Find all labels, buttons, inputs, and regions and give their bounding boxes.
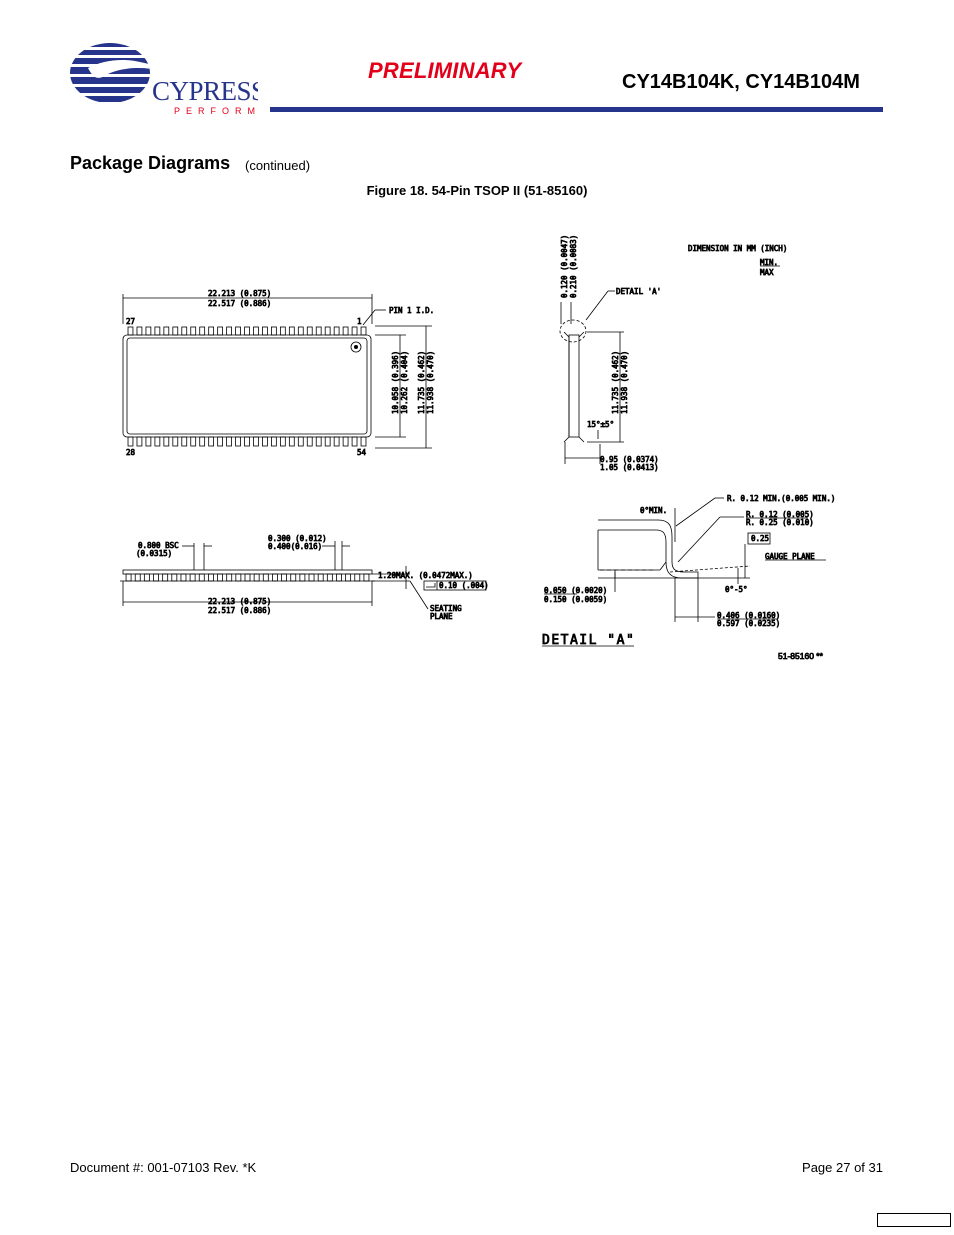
pin-54-label: 54 <box>357 448 367 457</box>
header-rule <box>270 107 883 112</box>
lead <box>245 574 250 581</box>
lead <box>208 574 213 581</box>
lead <box>163 574 168 581</box>
cypress-logo <box>68 38 258 118</box>
lead <box>271 327 276 335</box>
part-number-title: CY14B104K, CY14B104M <box>622 71 860 93</box>
lead <box>245 437 250 446</box>
lead <box>218 437 223 446</box>
lead <box>218 574 223 581</box>
top-width-max: 10.262 (0.404) <box>400 350 409 414</box>
detail-a-label: DETAIL 'A' <box>616 287 662 296</box>
lead <box>135 574 140 581</box>
lead <box>191 327 196 335</box>
lead <box>343 327 348 335</box>
lead <box>272 574 277 581</box>
lead <box>254 437 259 446</box>
lead <box>291 574 296 581</box>
lead <box>191 437 196 446</box>
lead <box>298 327 303 335</box>
lead <box>128 327 133 335</box>
side-plane: PLANE <box>430 612 453 621</box>
end-view <box>560 235 787 472</box>
pin-27-label: 27 <box>126 317 136 326</box>
lead <box>318 574 323 581</box>
lead <box>334 437 339 446</box>
lead <box>154 574 159 581</box>
lead <box>200 437 205 446</box>
document-number: Document #: 001-07103 Rev. *K <box>70 1160 257 1175</box>
end-foot-min: 0.95 (0.0374) <box>600 455 659 464</box>
lead <box>209 327 214 335</box>
lead <box>200 327 205 335</box>
lead <box>173 327 178 335</box>
package-drawing <box>110 232 850 672</box>
lead <box>352 327 357 335</box>
lead <box>164 437 169 446</box>
end-span-min: 11.735 (0.462) <box>611 350 620 414</box>
section-title: Package Diagrams <box>70 153 231 173</box>
drawing-code: 51-85160 ** <box>778 651 823 661</box>
lead <box>199 574 204 581</box>
lead <box>262 437 267 446</box>
lead <box>236 327 241 335</box>
detail-r-b: R. 0.25 (0.010) <box>746 518 814 527</box>
detail-standoff-min: 0.050 (0.0020) <box>544 586 608 595</box>
side-pins <box>126 574 369 581</box>
detail-min-angle: 0°MIN. <box>640 506 668 515</box>
lead <box>128 437 133 446</box>
detail-gauge-plane: GAUGE PLANE <box>765 552 815 561</box>
end-span-max: 11.938 (0.470) <box>620 350 629 414</box>
lead <box>181 574 186 581</box>
lead <box>271 437 276 446</box>
lead <box>280 327 285 335</box>
lead <box>298 437 303 446</box>
lead <box>316 327 321 335</box>
dim-min: MIN. <box>760 258 779 267</box>
lead <box>236 574 241 581</box>
lead <box>325 437 330 446</box>
lead <box>254 327 259 335</box>
lead <box>289 327 294 335</box>
lead <box>146 327 151 335</box>
page-number: Page 27 of 31 <box>802 1160 883 1175</box>
lead <box>173 437 178 446</box>
logo-tagline: PERFORM <box>174 106 258 116</box>
lead <box>307 437 312 446</box>
detail-r-a: R. 0.12 (0.005) <box>746 510 814 519</box>
end-thk-max: 0.210 (0.0083) <box>569 234 578 298</box>
lead <box>254 574 259 581</box>
lead <box>325 327 330 335</box>
lead <box>227 437 232 446</box>
lead <box>137 327 142 335</box>
detail-foot-max: 0.597 (0.0235) <box>717 619 781 628</box>
lead <box>309 574 314 581</box>
lead <box>236 437 241 446</box>
lead <box>155 327 160 335</box>
detail-a-view <box>542 494 835 661</box>
lead <box>300 574 305 581</box>
lead <box>190 574 195 581</box>
side-view <box>120 534 489 621</box>
side-lead-w-min: 0.300 (0.012) <box>268 534 327 543</box>
lead <box>280 437 285 446</box>
lead <box>263 574 268 581</box>
preliminary-label: PRELIMINARY <box>368 58 522 83</box>
top-length-max: 22.517 (0.886) <box>208 299 272 308</box>
lead <box>355 574 360 581</box>
lead <box>155 437 160 446</box>
dim-units: DIMENSION IN MM (INCH) <box>688 244 788 253</box>
side-length-max: 22.517 (0.886) <box>208 606 272 615</box>
top-view <box>123 289 435 457</box>
lead <box>364 574 369 581</box>
pin-1-label: 1 <box>357 317 362 326</box>
lead <box>126 574 131 581</box>
lead <box>172 574 177 581</box>
dim-max: MAX <box>760 268 774 277</box>
detail-gauge: 0.25 <box>751 534 770 543</box>
lead <box>352 437 357 446</box>
lead <box>327 574 332 581</box>
lead <box>334 327 339 335</box>
side-coplanarity: 0.10 (.004) <box>439 581 489 590</box>
lead <box>209 437 214 446</box>
lead <box>137 437 142 446</box>
lead <box>245 327 250 335</box>
end-angle: 15°±5° <box>587 420 615 429</box>
top-width-min: 10.058 (0.396) <box>391 350 400 414</box>
lead <box>164 327 169 335</box>
side-lead-w-max: 0.400(0.016) <box>268 542 323 551</box>
lead <box>343 437 348 446</box>
side-pitch: 0.800 BSC <box>138 541 179 550</box>
detail-standoff-max: 0.150 (0.0059) <box>544 595 608 604</box>
lead <box>289 437 294 446</box>
lead <box>218 327 223 335</box>
side-seating: SEATING <box>430 604 462 613</box>
top-span-min: 11.735 (0.462) <box>417 350 426 414</box>
lead <box>144 574 149 581</box>
lead <box>307 327 312 335</box>
lead <box>182 437 187 446</box>
lead <box>361 327 366 335</box>
detail-foot-min: 0.406 (0.0160) <box>717 611 781 620</box>
lead <box>282 574 287 581</box>
lead <box>262 327 267 335</box>
lead <box>316 437 321 446</box>
detail-r-min: R. 0.12 MIN.(0.005 MIN.) <box>727 494 836 503</box>
lead <box>227 327 232 335</box>
detail-angle: 0°-5° <box>725 585 748 594</box>
figure-caption: Figure 18. 54-Pin TSOP II (51-85160) <box>366 183 588 198</box>
side-length-min: 22.213 (0.875) <box>208 597 272 606</box>
lead <box>346 574 351 581</box>
lead <box>336 574 341 581</box>
detail-a-title: DETAIL "A" <box>542 633 636 648</box>
end-foot-max: 1.05 (0.0413) <box>600 463 659 472</box>
lead <box>146 437 151 446</box>
top-pins-upper <box>128 327 366 335</box>
end-thk-min: 0.120 (0.0047) <box>560 234 569 298</box>
lead <box>182 327 187 335</box>
lead <box>227 574 232 581</box>
side-pitch-inch: (0.0315) <box>136 549 173 558</box>
pin1-label: PIN 1 I.D. <box>389 306 435 315</box>
top-length-min: 22.213 (0.875) <box>208 289 272 298</box>
section-subtitle: (continued) <box>245 158 311 173</box>
lead <box>361 437 366 446</box>
side-height: 1.20MAX. (0.0472MAX.) <box>378 571 473 580</box>
feedback-box[interactable] <box>877 1213 951 1227</box>
pin-28-label: 28 <box>126 448 136 457</box>
top-span-max: 11.938 (0.470) <box>426 350 435 414</box>
logo-brand: CYPRESS <box>152 76 258 106</box>
top-pins-lower <box>128 437 366 446</box>
